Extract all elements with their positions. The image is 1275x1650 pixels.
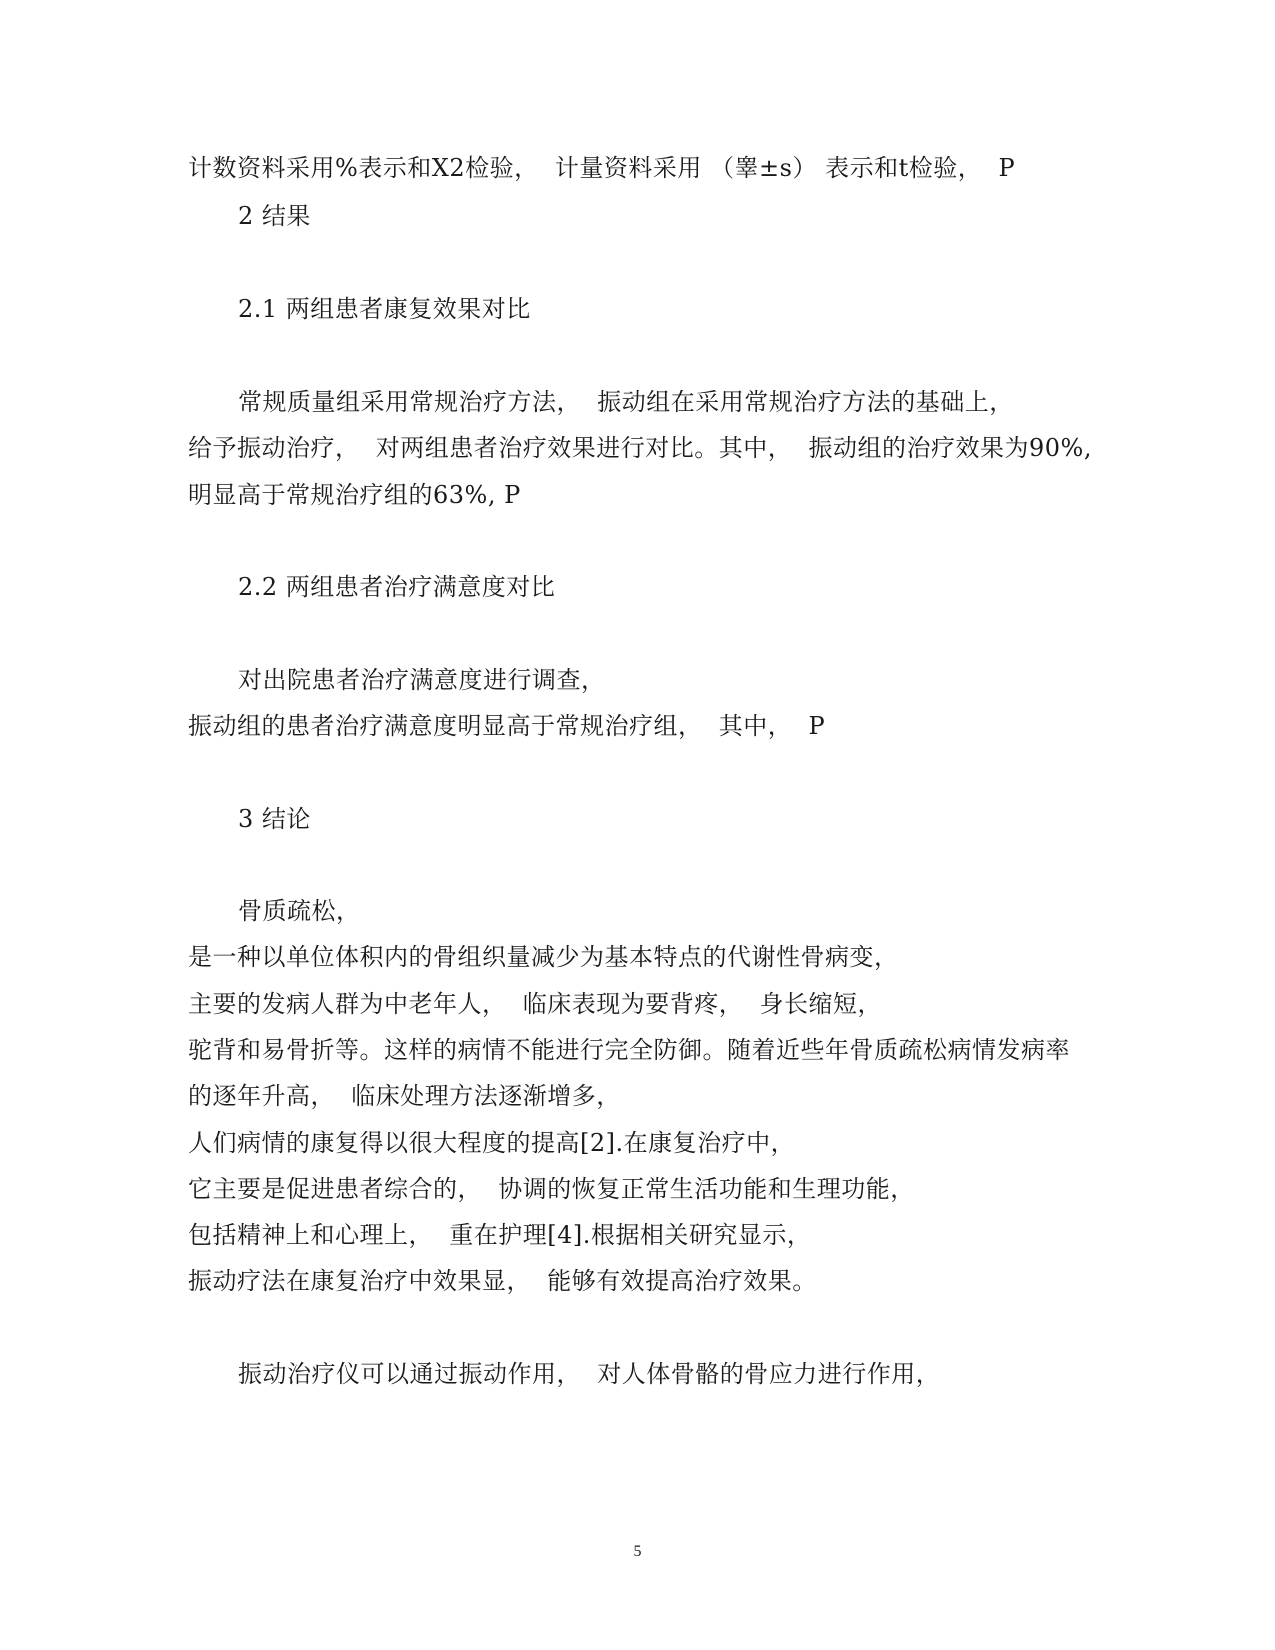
section-heading-results: 2 结果: [238, 202, 311, 230]
text-line-stats-method: 计数资料采用%表示和X2检验， 计量资料采用 （睾±s） 表示和t检验， P: [188, 154, 1016, 182]
paragraph-line: 对出院患者治疗满意度进行调查，: [238, 666, 606, 694]
paragraph-line: 是一种以单位体积内的骨组织量减少为基本特点的代谢性骨病变，: [188, 943, 899, 971]
subsection-heading-2-2: 2.2 两组患者治疗满意度对比: [238, 573, 556, 601]
paragraph-line: 的逐年升高， 临床处理方法逐渐增多，: [188, 1082, 621, 1110]
paragraph-line: 人们病情的康复得以很大程度的提高[2].在康复治疗中，: [188, 1129, 796, 1157]
paragraph-line: 骨质疏松，: [238, 897, 361, 925]
paragraph-line: 振动治疗仪可以通过振动作用， 对人体骨骼的骨应力进行作用，: [238, 1360, 941, 1388]
paragraph-line: 给予振动治疗， 对两组患者治疗效果进行对比。其中， 振动组的治疗效果为90%,: [188, 434, 1092, 462]
paragraph-line: 主要的发病人群为中老年人， 临床表现为要背疼， 身长缩短，: [188, 990, 883, 1018]
paragraph-line: 包括精神上和心理上， 重在护理[4].根据相关研究显示，: [188, 1221, 812, 1249]
subsection-heading-2-1: 2.1 两组患者康复效果对比: [238, 295, 531, 323]
page-number: 5: [633, 1543, 642, 1560]
paragraph-line: 振动组的患者治疗满意度明显高于常规治疗组， 其中， P: [188, 712, 826, 740]
paragraph-line: 常规质量组采用常规治疗方法， 振动组在采用常规治疗方法的基础上，: [238, 388, 1014, 416]
section-heading-conclusion: 3 结论: [238, 805, 311, 833]
paragraph-line: 它主要是促进患者综合的， 协调的恢复正常生活功能和生理功能，: [188, 1175, 915, 1203]
paragraph-line: 明显高于常规治疗组的63%, P: [188, 481, 521, 509]
paragraph-line: 振动疗法在康复治疗中效果显， 能够有效提高治疗效果。: [188, 1267, 817, 1295]
paragraph-line: 驼背和易骨折等。这样的病情不能进行完全防御。随着近些年骨质疏松病情发病率: [188, 1036, 1070, 1064]
